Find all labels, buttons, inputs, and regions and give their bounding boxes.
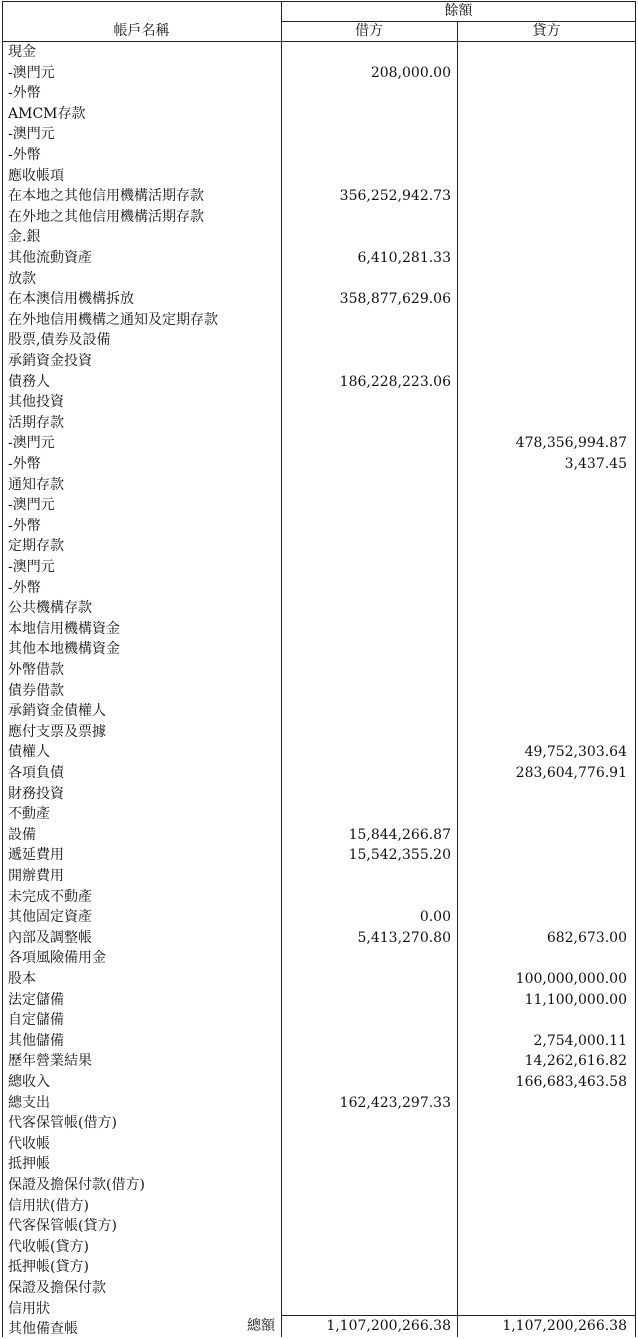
account-name: 承銷資金債權人 <box>8 703 106 719</box>
account-name: -外幣 <box>8 147 41 163</box>
account-name: 法定儲備 <box>8 992 64 1008</box>
account-name: 其他儲備 <box>8 1033 64 1049</box>
header-rule-lower <box>2 41 636 42</box>
header-credit: 貸方 <box>532 23 561 39</box>
credit-value: 49,752,303.64 <box>524 744 627 760</box>
credit-value: 478,356,994.87 <box>515 435 627 451</box>
account-name: 應付支票及票據 <box>8 724 106 740</box>
credit-value: 14,262,616.82 <box>524 1053 627 1069</box>
account-name: 在本地之其他信用機構活期存款 <box>8 188 204 204</box>
debit-value: 162,423,297.33 <box>339 1095 451 1111</box>
totals-credit: 1,107,200,266.38 <box>502 1318 627 1334</box>
account-name: 各項負債 <box>8 765 64 781</box>
debit-value: 15,542,355.20 <box>348 847 451 863</box>
debit-value: 5,413,270.80 <box>357 930 451 946</box>
account-name: 通知存款 <box>8 477 64 493</box>
account-name: 其他投資 <box>8 394 64 410</box>
account-name: 活期存款 <box>8 415 64 431</box>
account-name: 抵押帳(貸方) <box>8 1259 89 1275</box>
account-name: 其他本地機構資金 <box>8 641 120 657</box>
account-name: 保證及擔保付款(借方) <box>8 1177 145 1193</box>
credit-value: 100,000,000.00 <box>515 971 627 987</box>
account-name: 信用狀(借方) <box>8 1198 89 1214</box>
credit-value: 3,437.45 <box>564 456 627 472</box>
account-name: -外幣 <box>8 85 41 101</box>
debit-value: 208,000.00 <box>370 65 451 81</box>
account-name: -澳門元 <box>8 126 55 142</box>
account-name: 總收入 <box>8 1074 50 1090</box>
account-name: 自定儲備 <box>8 1012 64 1028</box>
account-name: 定期存款 <box>8 538 64 554</box>
account-name: 歷年營業結果 <box>8 1053 92 1069</box>
account-name: 在外地之其他信用機構活期存款 <box>8 209 204 225</box>
account-name: 債權人 <box>8 744 50 760</box>
debit-value: 358,877,629.06 <box>339 291 451 307</box>
account-name: 放款 <box>8 271 36 287</box>
account-name: 其他流動資產 <box>8 250 92 266</box>
account-name: 開辦費用 <box>8 868 64 884</box>
account-name: 股本 <box>8 971 36 987</box>
account-name: 代收帳(貸方) <box>8 1239 89 1255</box>
account-name: 總支出 <box>8 1095 50 1111</box>
account-name: 公共機構存款 <box>8 600 92 616</box>
account-name: 代客保管帳(借方) <box>8 1115 117 1131</box>
account-name: 各項風險備用金 <box>8 950 106 966</box>
account-name: 抵押帳 <box>8 1156 50 1172</box>
account-name: 外幣借款 <box>8 662 64 678</box>
account-name: -澳門元 <box>8 65 55 81</box>
account-name: 本地信用機構資金 <box>8 621 120 637</box>
debit-value: 0.00 <box>419 909 451 925</box>
account-name: 信用狀 <box>8 1301 50 1317</box>
header-debit: 借方 <box>355 23 383 39</box>
account-name: 應收帳項 <box>8 168 64 184</box>
account-name: -外幣 <box>8 580 41 596</box>
account-name: 其他固定資產 <box>8 909 92 925</box>
totals-label: 總額 <box>247 1318 275 1334</box>
account-name: 金.銀 <box>8 229 41 245</box>
account-name: 承銷資金投資 <box>8 353 92 369</box>
account-name: 遞延費用 <box>8 847 64 863</box>
account-name: 保證及擔保付款 <box>8 1280 106 1296</box>
account-name: 債券借款 <box>8 683 64 699</box>
account-name: -澳門元 <box>8 435 55 451</box>
header-account-name: 帳戶名稱 <box>113 23 170 39</box>
account-name: 內部及調整帳 <box>8 930 92 946</box>
account-name: -外幣 <box>8 456 41 472</box>
credit-value: 11,100,000.00 <box>524 992 627 1008</box>
account-name: -澳門元 <box>8 497 55 513</box>
header-balance: 餘額 <box>444 3 473 19</box>
account-name: 其他備查帳 <box>8 1321 78 1337</box>
account-name: 代客保管帳(貸方) <box>8 1218 117 1234</box>
account-name: 股票,債券及設備 <box>8 332 111 348</box>
debit-value: 356,252,942.73 <box>339 188 451 204</box>
account-name: 現金 <box>8 44 36 60</box>
account-name: 不動產 <box>8 806 50 822</box>
credit-value: 283,604,776.91 <box>515 765 627 781</box>
debit-value: 186,228,223.06 <box>339 374 451 390</box>
debit-value: 15,844,266.87 <box>348 827 451 843</box>
trial-balance-sheet <box>2 1 636 1337</box>
account-name: 債務人 <box>8 374 50 390</box>
credit-value: 2,754,000.11 <box>533 1033 627 1049</box>
debit-value: 6,410,281.33 <box>357 250 451 266</box>
account-name: -外幣 <box>8 518 41 534</box>
account-name: 在外地信用機構之通知及定期存款 <box>8 312 218 328</box>
account-name: -澳門元 <box>8 559 55 575</box>
credit-value: 166,683,463.58 <box>515 1074 627 1090</box>
account-name: 在本澳信用機構拆放 <box>8 291 134 307</box>
account-name: AMCM存款 <box>8 106 86 122</box>
divider-debit-credit <box>457 21 458 1337</box>
credit-value: 682,673.00 <box>546 930 627 946</box>
totals-debit: 1,107,200,266.38 <box>326 1318 451 1334</box>
account-name: 財務投資 <box>8 786 64 802</box>
account-name: 代收帳 <box>8 1136 50 1152</box>
account-name: 未完成不動產 <box>8 889 92 905</box>
account-name: 設備 <box>8 827 36 843</box>
